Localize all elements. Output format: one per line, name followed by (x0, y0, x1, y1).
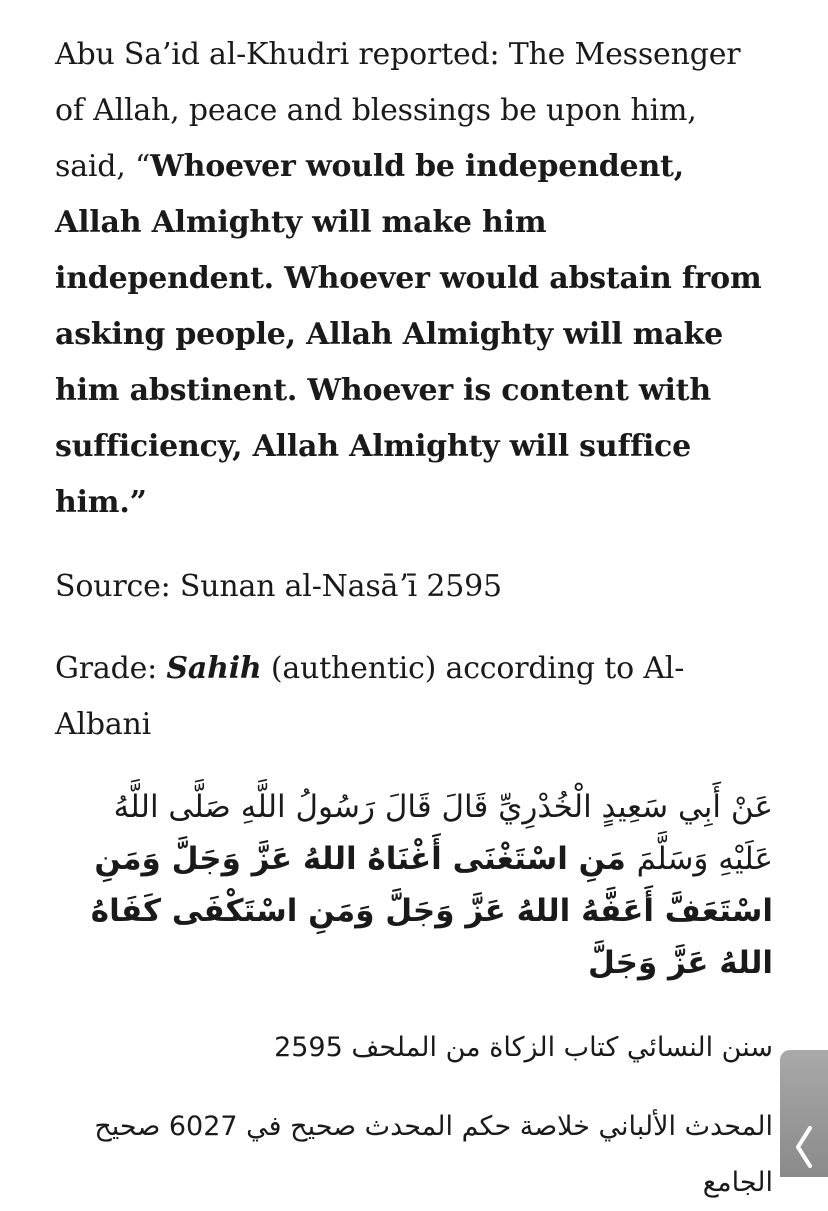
hadith-quote: Whoever would be independent, Allah Almighty will make him independent. Whoever would abstain from asking people, Allah Almighty will make him abstinent. Whoever is content with sufficiency, Allah Almighty will suffice him. (55, 149, 762, 520)
hadith-quote-close: ” (129, 485, 147, 520)
source-value: Sunan al-Nasāʼī 2595 (179, 569, 502, 604)
hadith-content (55, 27, 773, 1211)
chevron-left-icon (793, 1125, 815, 1169)
arabic-narration: عَنْ أَبِي سَعِيدٍ الْخُدْرِيِّ قَالَ قَالَ رَسُولُ اللَّهِ صَلَّى اللَّهُ عَلَيْهِ وَسَلَّمَ (113, 789, 773, 877)
hadith-intro: Abu Sa’id al-Khudri reported: The Messenger of Allah, peace and blessings be upon him, said, “ (55, 37, 741, 184)
hadith-english-text (55, 27, 773, 531)
source-label: Source: (55, 569, 180, 604)
previous-button[interactable] (780, 1050, 828, 1177)
grade-value: Sahih (166, 651, 262, 686)
hadith-grade (55, 641, 773, 753)
grade-label: Grade: (55, 651, 167, 686)
hadith-source (55, 559, 773, 615)
arabic-quote: مَنِ اسْتَغْنَى أَغْنَاهُ اللهُ عَزَّ وَجَلَّ وَمَنِ اسْتَعَفَّ أَعَفَّهُ اللهُ عَزَّ وَجَلَّ وَمَنِ اسْتَكْفَى كَفَاهُ اللهُ عَزَّ وَجَلَّ (90, 841, 773, 981)
grade-rest: (authentic) according to Al-Albani (55, 651, 685, 742)
arabic-grade: المحدث الألباني خلاصة حكم المحدث صحيح في 6027 صحيح الجامع (94, 1111, 773, 1198)
arabic-hadith-text (55, 781, 773, 989)
arabic-source: سنن النسائي كتاب الزكاة من الملحف 2595 (274, 1032, 773, 1063)
